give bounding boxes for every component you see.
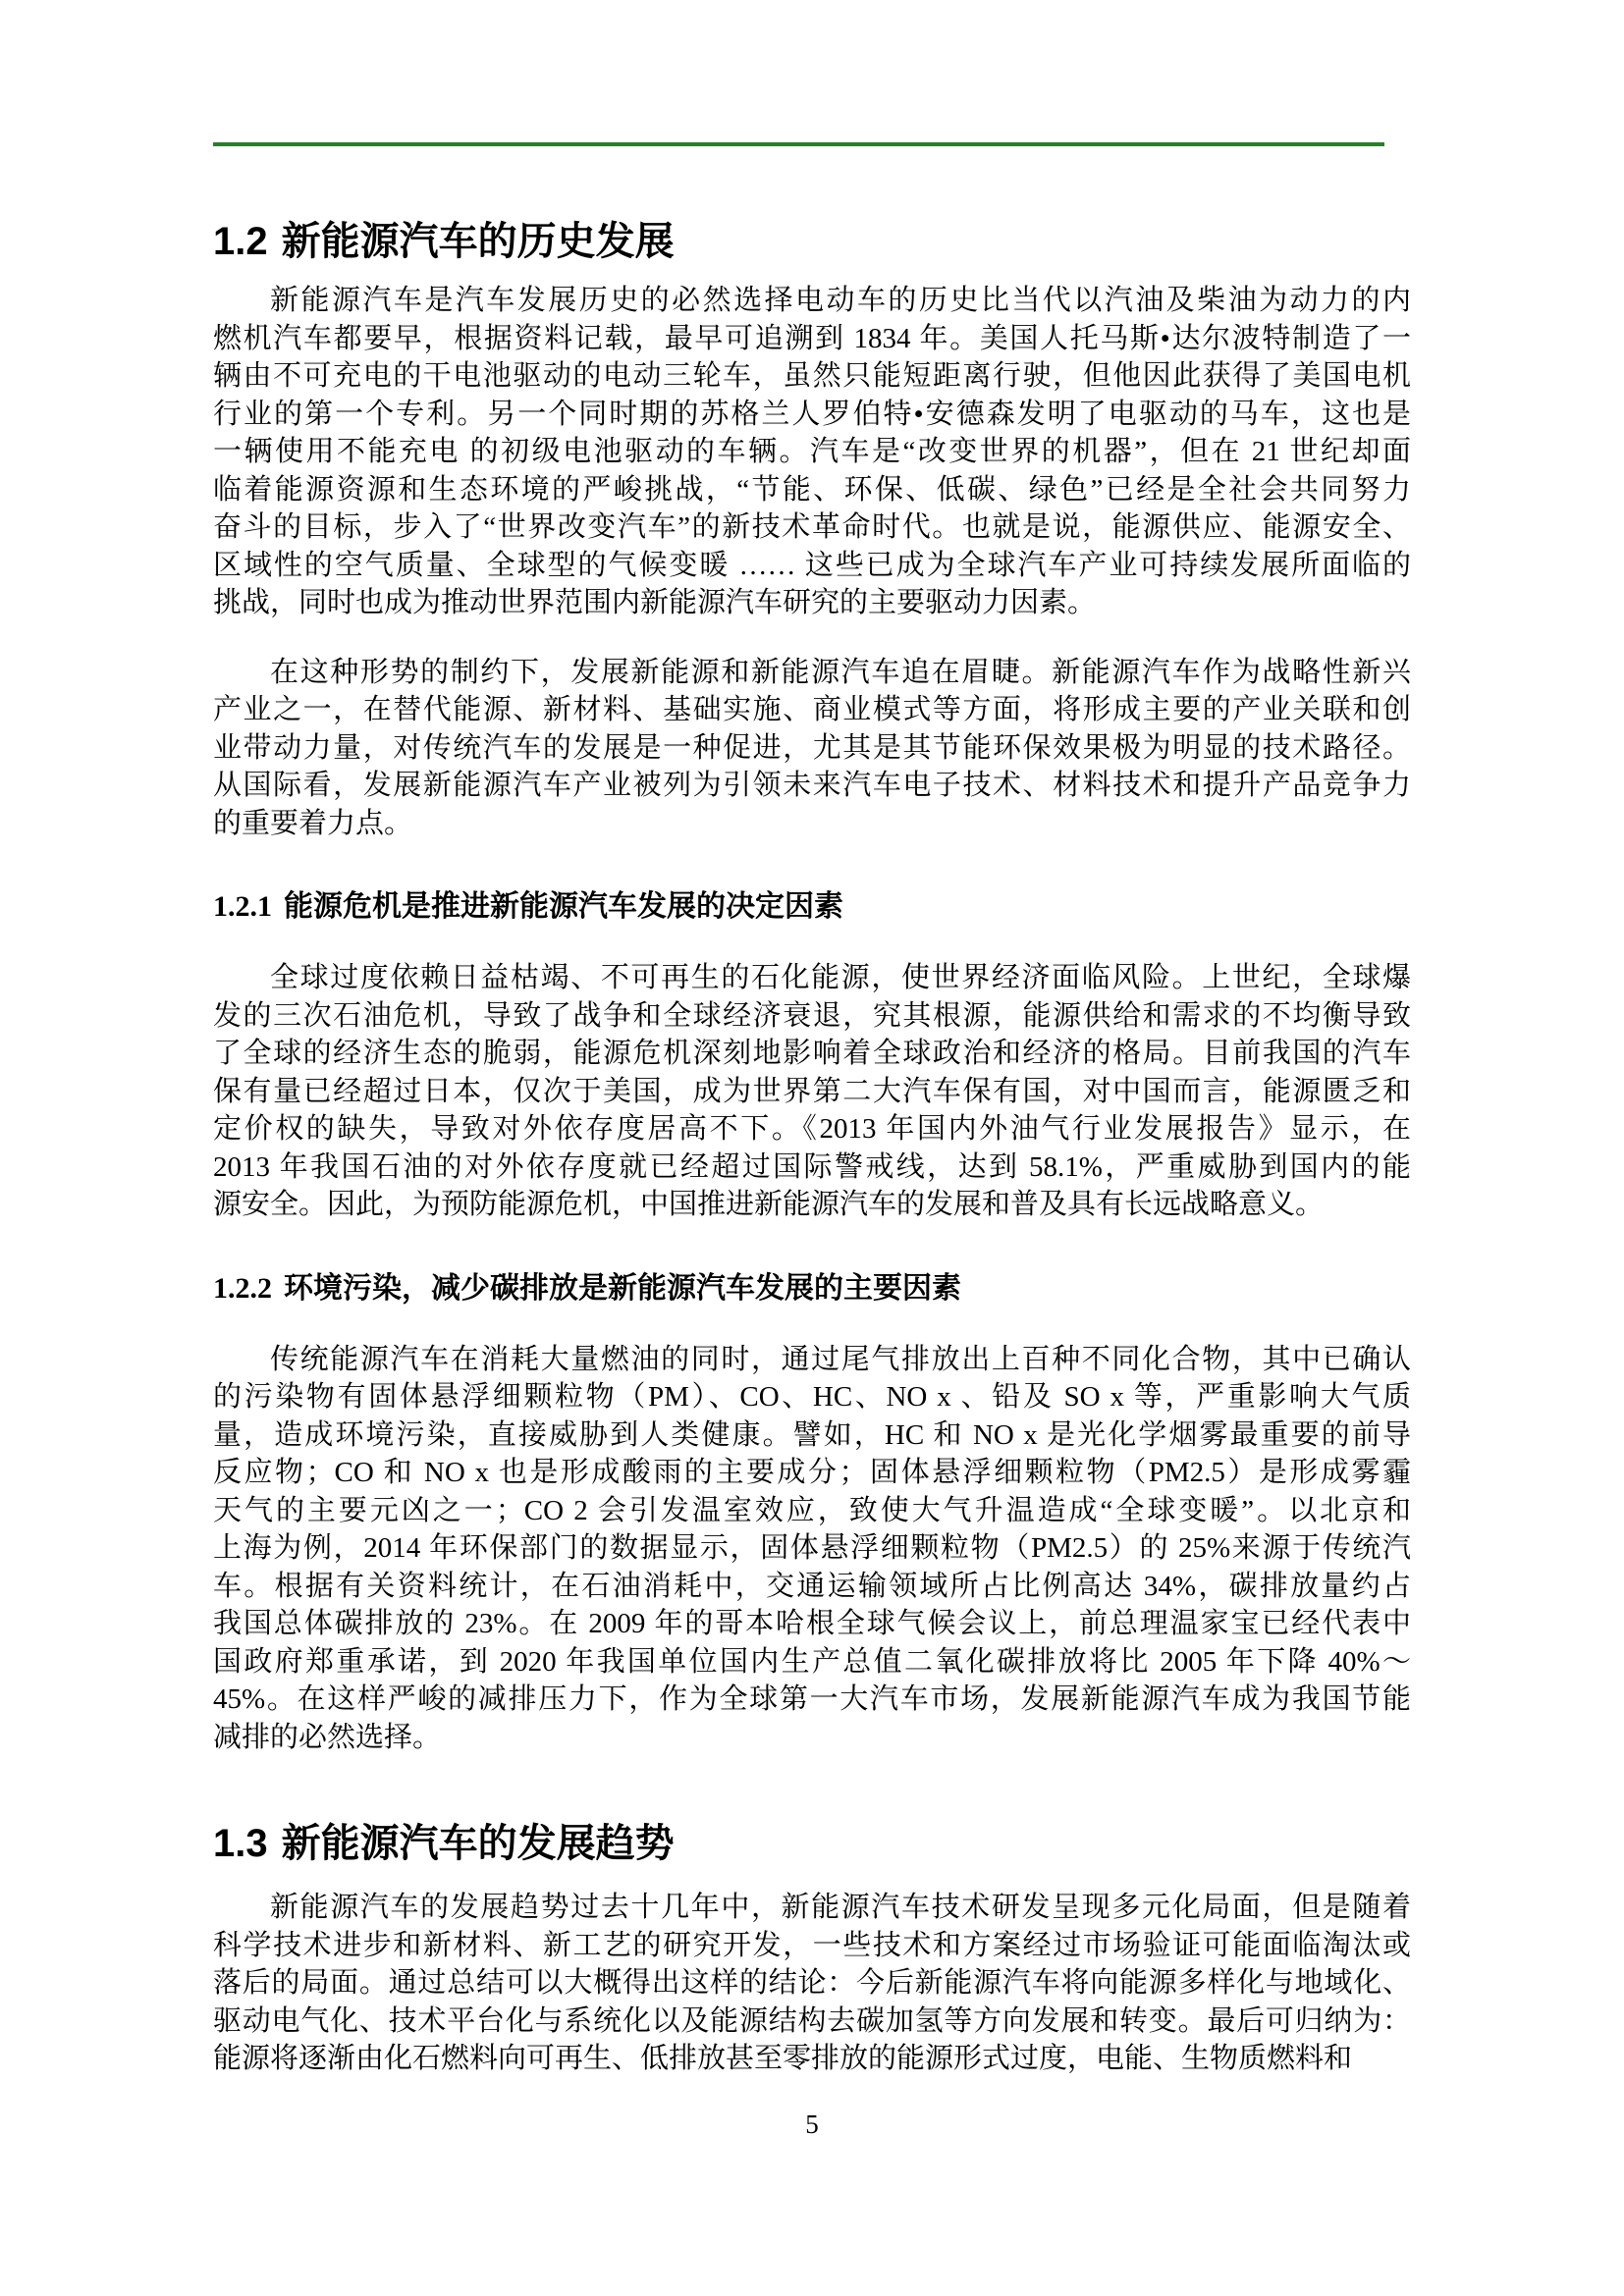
text-line: 车。根据有关资料统计，在石油消耗中，交通运输领域所占比例高达 34%，碳排放量约占	[213, 1570, 1411, 1602]
text-line: 传统能源汽车在消耗大量燃油的同时，通过尾气排放出上百种不同化合物，其中已确认	[270, 1343, 1411, 1375]
section-heading-1-2	[213, 216, 1411, 267]
subsection-number: 1.2.1	[213, 890, 272, 923]
subsection-number: 1.2.2	[213, 1271, 272, 1305]
section-title: 新能源汽车的发展趋势	[281, 1821, 675, 1865]
text-line: 保有量已经超过日本，仅次于美国，成为世界第二大汽车保有国，对中国而言，能源匮乏和	[213, 1075, 1411, 1107]
paragraph-energy-crisis	[213, 959, 1411, 1224]
text-line: 行业的第一个专利。另一个同时期的苏格兰人罗伯特•安德森发明了电驱动的马车，这也是	[213, 398, 1411, 430]
text-line: 国政府郑重承诺，到 2020 年我国单位国内生产总值二氧化碳排放将比 2005 年下降 40%～	[213, 1645, 1411, 1678]
text-line: 发的三次石油危机，导致了战争和全球经济衰退，究其根源，能源供给和需求的不均衡导致	[213, 999, 1411, 1032]
text-line: 奋斗的目标，步入了“世界改变汽车”的新技术革命时代。也就是说，能源供应、能源安全、	[213, 511, 1411, 543]
subsection-title: 环境污染，减少碳排放是新能源汽车发展的主要因素	[284, 1271, 961, 1305]
paragraph-pollution	[213, 1341, 1411, 1757]
subsection-heading-1-2-2	[213, 1268, 1411, 1309]
section-number: 1.3	[213, 1822, 268, 1865]
subsection-heading-1-2-1	[213, 886, 1411, 928]
text-line: 临着能源资源和生态环境的严峻挑战，“节能、环保、低碳、绿色”已经是全社会共同努力	[213, 473, 1411, 506]
text-line: 科学技术进步和新材料、新工艺的研究开发，一些技术和方案经过市场验证可能面临淘汰或	[213, 1929, 1411, 1961]
section-heading-1-3	[213, 1818, 1411, 1869]
text-line: 业带动力量，对传统汽车的发展是一种促进，尤其是其节能环保效果极为明显的技术路径。	[213, 731, 1411, 764]
text-line: 区域性的空气质量、全球型的气候变暖 …… 这些已成为全球汽车产业可持续发展所面临的	[213, 549, 1411, 581]
text-line: 挑战，同时也成为推动世界范围内新能源汽车研究的主要驱动力因素。	[213, 587, 1097, 618]
text-line: 定价权的缺失，导致对外依存度居高不下。《2013 年国内外油气行业发展报告》显示，在	[213, 1113, 1411, 1145]
page-content	[213, 142, 1411, 2140]
paragraph-trend	[213, 1889, 1411, 2078]
section-title: 新能源汽车的历史发展	[281, 219, 675, 263]
text-line: 从国际看，发展新能源汽车产业被列为引领未来汽车电子技术、材料技术和提升产品竞争力	[213, 770, 1411, 801]
text-line: 全球过度依赖日益枯竭、不可再生的石化能源，使世界经济面临风险。上世纪，全球爆	[270, 962, 1411, 993]
text-line: 在这种形势的制约下，发展新能源和新能源汽车追在眉睫。新能源汽车作为战略性新兴	[270, 656, 1411, 688]
page-footer	[213, 2109, 1411, 2140]
text-line: 2013 年我国石油的对外依存度就已经超过国际警戒线，达到 58.1%，严重威胁到国内的能	[213, 1150, 1411, 1183]
text-line: 反应物；CO 和 NO x 也是形成酸雨的主要成分；固体悬浮细颗粒物（PM2.5）是形成雾霾	[213, 1457, 1411, 1488]
text-line: 45%。在这样严峻的减排压力下，作为全球第一大汽车市场，发展新能源汽车成为我国节能	[213, 1683, 1411, 1715]
text-line: 的污染物有固体悬浮细颗粒物（PM）、CO、HC、NO x 、铅及 SO x 等，严重影响大气质	[213, 1381, 1411, 1413]
text-line: 能源将逐渐由化石燃料向可再生、低排放甚至零排放的能源形式过度，电能、生物质燃料和	[213, 2043, 1353, 2074]
text-line: 新能源汽车是汽车发展历史的必然选择电动车的历史比当代以汽油及柴油为动力的内	[270, 285, 1411, 316]
text-line: 上海为例，2014 年环保部门的数据显示，固体悬浮细颗粒物（PM2.5）的 25%来源于传统汽	[213, 1532, 1411, 1564]
text-line: 的重要着力点。	[213, 807, 413, 839]
text-line: 一辆使用不能充电 的初级电池驱动的车辆。汽车是“改变世界的机器”，但在 21 世纪却面	[213, 436, 1411, 467]
header-rule	[213, 142, 1384, 146]
text-line: 量，造成环境污染，直接威胁到人类健康。譬如，HC 和 NO x 是光化学烟雾最重要的前导	[213, 1418, 1411, 1451]
paragraph-history-2	[213, 654, 1411, 843]
text-line: 燃机汽车都要早，根据资料记载，最早可追溯到 1834 年。美国人托马斯•达尔波特制造了一	[213, 322, 1411, 354]
text-line: 落后的局面。通过总结可以大概得出这样的结论：今后新能源汽车将向能源多样化与地域化、	[213, 1967, 1411, 1999]
text-line: 减排的必然选择。	[213, 1721, 442, 1753]
section-number: 1.2	[213, 220, 268, 263]
text-line: 天气的主要元凶之一；CO 2 会引发温室效应，致使大气升温造成“全球变暖”。以北京和	[213, 1494, 1411, 1526]
text-line: 我国总体碳排放的 23%。在 2009 年的哥本哈根全球气候会议上，前总理温家宝已经代表中	[213, 1608, 1411, 1639]
page-number: 5	[805, 2109, 819, 2139]
text-line: 驱动电气化、技术平台化与系统化以及能源结构去碳加氢等方向发展和转变。最后可归纳为：	[213, 2004, 1411, 2037]
text-line: 辆由不可充电的干电池驱动的电动三轮车，虽然只能短距离行驶，但他因此获得了美国电机	[213, 360, 1411, 392]
paragraph-history-1	[213, 282, 1411, 622]
text-line: 了全球的经济生态的脆弱，能源危机深刻地影响着全球政治和经济的格局。目前我国的汽车	[213, 1038, 1411, 1069]
text-line: 产业之一，在替代能源、新材料、基础实施、商业模式等方面，将形成主要的产业关联和创	[213, 694, 1411, 725]
text-line: 源安全。因此，为预防能源危机，中国推进新能源汽车的发展和普及具有长远战略意义。	[213, 1189, 1325, 1220]
text-line: 新能源汽车的发展趋势过去十几年中，新能源汽车技术研发呈现多元化局面，但是随着	[270, 1892, 1411, 1923]
subsection-title: 能源危机是推进新能源汽车发展的决定因素	[284, 890, 843, 923]
